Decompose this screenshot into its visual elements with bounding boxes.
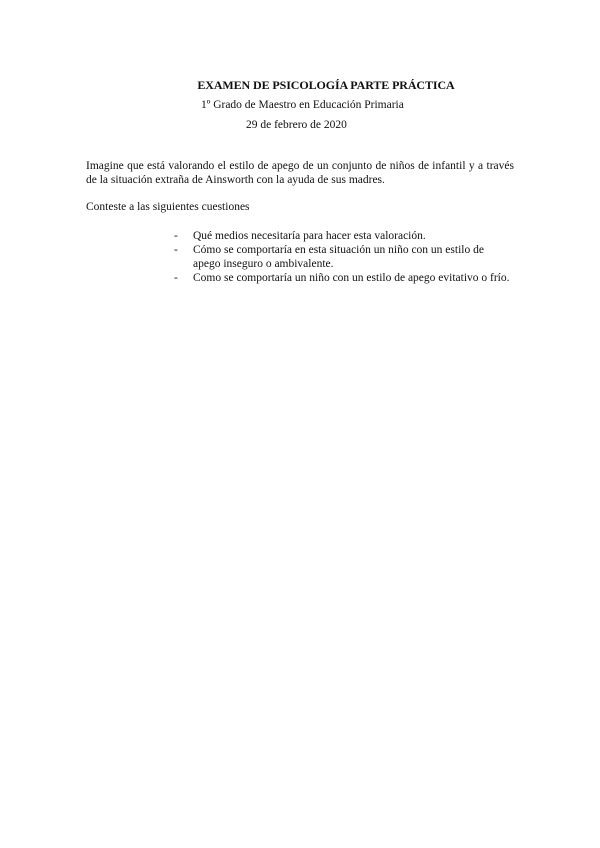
questions-prompt: Conteste a las siguientes cuestiones [86, 201, 250, 213]
question-item [174, 271, 514, 285]
question-item [174, 243, 514, 271]
bullet-dash: - [174, 244, 178, 256]
question-text: Cómo se comportaría en esta situación un niño con un estilo de apego inseguro o ambivalente. [193, 244, 484, 270]
bullet-dash: - [174, 272, 178, 284]
intro-paragraph: Imagine que está valorando el estilo de apego de un conjunto de niños de infantil y a través de la situación extraña de Ainsworth con la ayuda de sus madres. [86, 160, 514, 186]
bullet-dash: - [174, 230, 178, 242]
question-item [174, 229, 514, 243]
question-text: Como se comportaría un niño con un estilo de apego evitativo o frío. [193, 272, 510, 284]
degree-subtitle: 1º Grado de Maestro en Educación Primaria [201, 99, 404, 111]
questions-list [174, 229, 514, 285]
exam-title: EXAMEN DE PSICOLOGÍA PARTE PRÁCTICA [197, 78, 455, 92]
question-text: Qué medios necesitaría para hacer esta valoración. [193, 230, 426, 242]
exam-date: 29 de febrero de 2020 [246, 119, 347, 131]
